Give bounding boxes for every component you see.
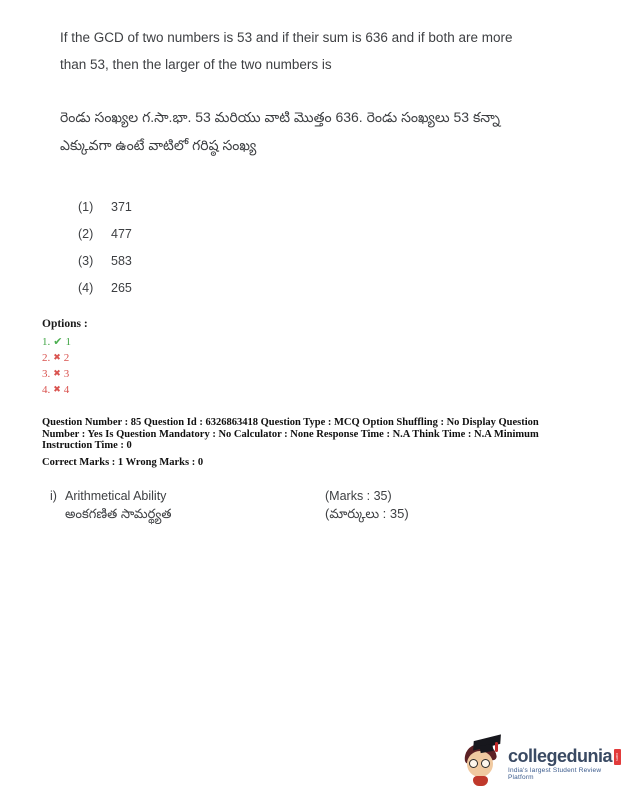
section-marks-telugu: (మార్కులు : 35) (325, 506, 409, 521)
answer-key-option-label: 4 (63, 384, 70, 396)
choice-value: 477 (111, 226, 132, 241)
cross-icon: ✖ (53, 385, 61, 395)
answer-key-index: 1. (42, 336, 51, 348)
section-title-english: Arithmetical Ability (65, 489, 167, 503)
answer-key-index: 4. (42, 384, 51, 396)
question-metadata-details: Question Number : 85 Question Id : 6326863418 Question Type : MCQ Option Shuffling : No Display Question Number : Yes Is Question Mandatory : No Calculator : None Response Time : N.A Think Time : N.A Minimum Instruction Time : 0 (42, 417, 539, 451)
choice-number: (4) (78, 280, 94, 295)
choice-value: 371 (111, 199, 132, 214)
choice-list (78, 193, 132, 301)
choice-row-1 (78, 193, 132, 220)
choice-row-4 (78, 274, 132, 301)
answer-key-option-label: 1 (65, 336, 71, 348)
question-metadata (42, 417, 576, 468)
logo-brand-name: collegedunia (508, 745, 613, 766)
section-title-telugu: అంకగణిత సామర్థ్యత (65, 506, 172, 521)
cross-icon: ✖ (53, 369, 61, 379)
collegedunia-logo (461, 737, 621, 789)
answer-key-row-3 (42, 366, 88, 382)
answer-key-row-2 (42, 350, 88, 366)
answer-key-row-1 (42, 334, 88, 350)
choice-row-2 (78, 220, 132, 247)
section-index: i) (50, 489, 57, 503)
question-text-telugu: రెండు సంఖ్యల గ.సా.భా. 53 మరియు వాటి మొత్తం 636. రెండు సంఖ్యలు 53 కన్నా ఎక్కువగా ఉంటే వాటిలో గరిష్ఠ సంఖ్య (60, 109, 500, 153)
answer-key-block (42, 318, 88, 398)
logo-com-badge: com (614, 749, 621, 765)
answer-key-index: 2. (42, 352, 51, 364)
answer-key-option-label: 3 (63, 368, 70, 380)
section-marks-english: (Marks : 35) (325, 489, 392, 503)
section-marks (325, 487, 409, 523)
logo-tagline: India's largest Student Review Platform (508, 766, 602, 781)
choice-number: (3) (78, 253, 94, 268)
question-metadata-marks: Correct Marks : 1 Wrong Marks : 0 (42, 456, 204, 468)
answer-key-row-4 (42, 382, 88, 398)
check-icon: ✔ (53, 335, 63, 348)
answer-key-option-label: 2 (63, 352, 70, 364)
mascot-icon (461, 737, 503, 789)
choice-row-3 (78, 247, 132, 274)
answer-key-heading: Options : (42, 318, 88, 330)
cross-icon: ✖ (53, 353, 61, 363)
question-text-english: If the GCD of two numbers is 53 and if their sum is 636 and if both are more than 53, then the larger of the two numbers is (60, 30, 513, 72)
choice-number: (2) (78, 226, 94, 241)
choice-number: (1) (78, 199, 94, 214)
section-heading (50, 487, 172, 523)
logo-text-block (508, 746, 621, 781)
answer-key-index: 3. (42, 368, 51, 380)
choice-value: 265 (111, 280, 132, 295)
choice-value: 583 (111, 253, 132, 268)
